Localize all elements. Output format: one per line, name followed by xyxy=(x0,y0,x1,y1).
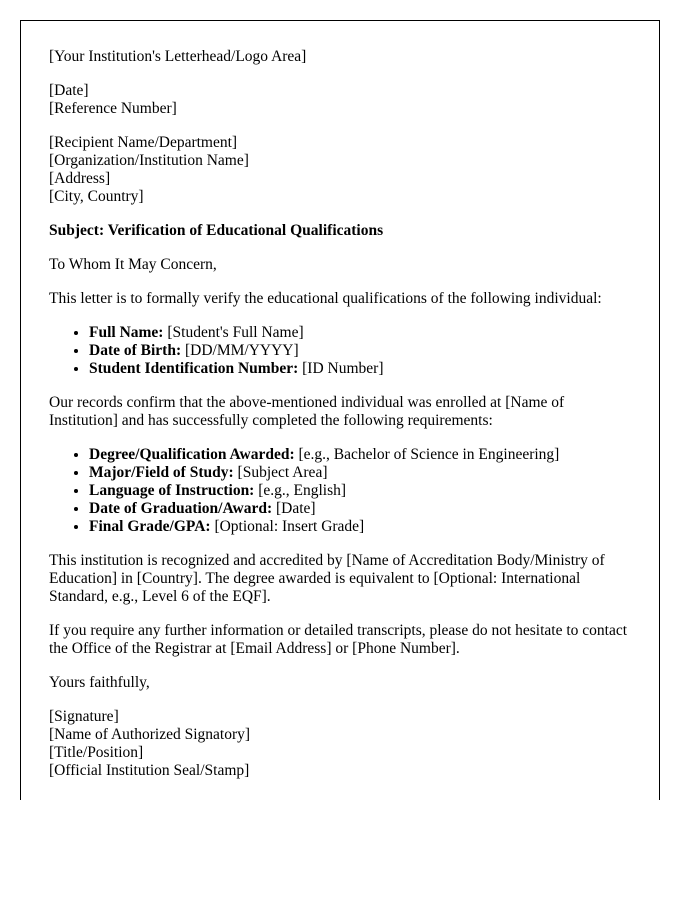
signatory-title: [Title/Position] xyxy=(49,744,144,761)
recipient-organization: [Organization/Institution Name] xyxy=(49,152,249,169)
list-item xyxy=(89,500,631,518)
requirement-label: Date of Graduation/Award: xyxy=(89,500,273,517)
letter-date: [Date] xyxy=(49,82,89,99)
letterhead: [Your Institution's Letterhead/Logo Area] xyxy=(49,48,307,65)
date-block xyxy=(49,82,631,118)
institution-seal: [Official Institution Seal/Stamp] xyxy=(49,762,250,779)
subject-line: Subject: Verification of Educational Qualifications xyxy=(49,222,384,239)
list-item xyxy=(89,342,631,360)
accreditation-paragraph: This institution is recognized and accredited by [Name of Accreditation Body/Ministry of Education] in [Country]. The degree awarded is equivalent to [Optional: International Standard, e.g., Level 6 of the EQF]. xyxy=(49,552,605,605)
requirement-label: Final Grade/GPA: xyxy=(89,518,211,535)
recipient-address: [Address] xyxy=(49,170,111,187)
intro-paragraph: This letter is to formally verify the educational qualifications of the following individual: xyxy=(49,290,602,307)
requirement-value: [e.g., Bachelor of Science in Engineering] xyxy=(294,446,560,463)
requirements-list xyxy=(49,446,631,536)
requirement-label: Language of Instruction: xyxy=(89,482,255,499)
detail-label: Full Name: xyxy=(89,324,164,341)
detail-value: [Student's Full Name] xyxy=(163,324,304,341)
requirement-value: [Date] xyxy=(272,500,316,517)
list-item xyxy=(89,360,631,378)
recipient-block xyxy=(49,134,631,206)
requirement-value: [e.g., English] xyxy=(254,482,347,499)
salutation: To Whom It May Concern, xyxy=(49,256,217,273)
records-paragraph: Our records confirm that the above-mentioned individual was enrolled at [Name of Institution] and has successfully completed the following requirements: xyxy=(49,394,565,429)
reference-number: [Reference Number] xyxy=(49,100,177,117)
letter-page xyxy=(20,20,660,800)
list-item xyxy=(89,446,631,464)
recipient-name: [Recipient Name/Department] xyxy=(49,134,238,151)
individual-details-list xyxy=(49,324,631,378)
signature-block xyxy=(49,708,631,780)
requirement-label: Degree/Qualification Awarded: xyxy=(89,446,295,463)
list-item xyxy=(89,324,631,342)
list-item xyxy=(89,482,631,500)
recipient-city: [City, Country] xyxy=(49,188,144,205)
list-item xyxy=(89,464,631,482)
contact-paragraph: If you require any further information or detailed transcripts, please do not hesitate to contact the Office of the Registrar at [Email Address] or [Phone Number]. xyxy=(49,622,628,657)
signatory-name: [Name of Authorized Signatory] xyxy=(49,726,251,743)
detail-value: [DD/MM/YYYY] xyxy=(181,342,299,359)
list-item xyxy=(89,518,631,536)
signature: [Signature] xyxy=(49,708,119,725)
requirement-value: [Optional: Insert Grade] xyxy=(210,518,365,535)
detail-value: [ID Number] xyxy=(298,360,384,377)
requirement-label: Major/Field of Study: xyxy=(89,464,234,481)
requirement-value: [Subject Area] xyxy=(233,464,328,481)
closing: Yours faithfully, xyxy=(49,674,150,691)
detail-label: Student Identification Number: xyxy=(89,360,299,377)
detail-label: Date of Birth: xyxy=(89,342,182,359)
